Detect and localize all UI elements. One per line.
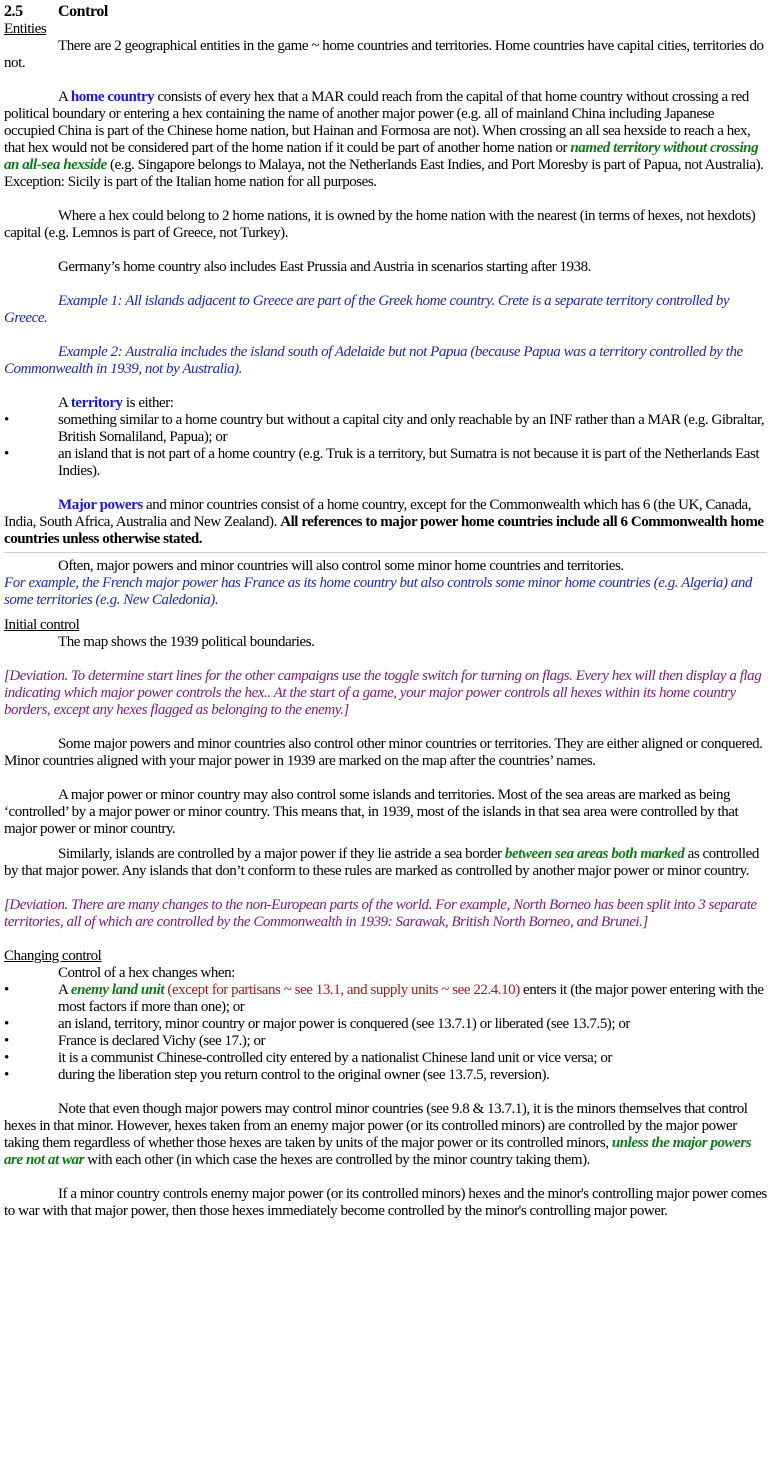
named-territory-emphasis: named territory without crossing an all-sea hexside [4, 140, 759, 173]
list-item: • something similar to a home country but without a capital city and only reachable by an INF rather than a MAR (e.g. Gibraltar, British Somaliland, Papua); or [4, 412, 765, 445]
deviation-2: [Deviation. There are many changes to the non-European parts of the world. For example, North Borneo has been split into 3 separate territories, all of which are controlled by the Commonwealth in 1939: Sarawak, British North Borneo, and Brunei.] [4, 897, 757, 930]
list-item: • during the liberation step you return control to the original owner (see 13.7.5, reversion). [4, 1067, 550, 1083]
major-powers-keyword: Major powers [58, 497, 143, 513]
section-heading [4, 3, 767, 21]
section-title: Control [58, 3, 108, 20]
home-country-keyword: home country [70, 89, 155, 105]
home-country-paragraph: A home country consists of every hex that a MAR could reach from the capital of that home country without crossing a red political boundary or entering a hex containing the name of another major power (e.g. all of mainland China including Japanese occupied China is part of the Chinese home nation, but Hainan and Formosa are not). When crossing an all sea hexside to reach a hex, that hex would not be considered part of the home nation if it could be part of another home nation or named territory without crossing an all-sea hexside (e.g. Singapore belongs to Malaya, not the Netherlands East Indies, and Port Moresby is part of Papua, not Australia). Exception: Sicily is part of the Italian home nation for all purposes. [4, 89, 764, 190]
territory-intro: A territory is either: [58, 395, 174, 411]
war-transfer-paragraph: If a minor country controls enemy major power (or its controlled minors) hexes and the minor's controlling major power comes to war with that major power, then those hexes immediately become controlled by the minor's controlling major power. [4, 1186, 767, 1219]
often-paragraph: Often, major powers and minor countries will also control some minor home countries and territories. [58, 558, 624, 574]
germany-paragraph: Germany’s home country also includes East Prussia and Austria in scenarios starting after 1938. [58, 259, 591, 275]
changing-intro: Control of a hex changes when: [58, 965, 235, 981]
list-item: • France is declared Vichy (see 17.); or [4, 1033, 266, 1049]
sea-border-paragraph: Similarly, islands are controlled by a major power if they lie astride a sea border between sea areas both marked as controlled by that major power. Any islands that don’t conform to these rules are marked as controlled by another major power or minor country. [4, 846, 759, 879]
not-at-war-emphasis: unless the major powers are not at war [4, 1135, 752, 1168]
enemy-land-unit-emphasis: enemy land unit [70, 982, 165, 998]
deviation-1: [Deviation. To determine start lines for the other campaigns use the toggle switch for turning on flags. Every hex will then display a flag indicating which major power controls the hex.. At the start of a game, your major power controls all hexes within its home country borders, except any hexes flagged as belonging to the enemy.] [4, 668, 762, 718]
example-2: Example 2: Australia includes the island south of Adelaide but not Papua (because Papua was a territory controlled by the Commonwealth in 1939, not by Australia). [4, 344, 743, 377]
entities-heading: Entities [4, 21, 47, 37]
partisans-note: (except for partisans ~ see 13.1, and supply units ~ see 22.4.10) [164, 982, 520, 998]
islands-paragraph: A major power or minor country may also control some islands and territories. Most of the sea areas are marked as being ‘controlled’ by a major power or minor country. This means that, in 1939, most of the islands in that sea area were controlled by that major power or minor country. [4, 787, 739, 837]
major-powers-paragraph: Major powers and minor countries consist of a home country, except for the Commonwealth which has 6 (the UK, Canada, India, South Africa, Australia and New Zealand). All references to major power home countries include all 6 Commonwealth home countries unless otherwise stated. [4, 497, 764, 547]
section-number: 2.5 [4, 3, 23, 20]
map-boundaries-paragraph: The map shows the 1939 political boundaries. [58, 634, 315, 650]
commonwealth-note: All references to major power home countries include all 6 Commonwealth home countries unless otherwise stated. [4, 514, 764, 547]
list-item: • it is a communist Chinese-controlled city entered by a nationalist Chinese land unit or vice versa; or [4, 1050, 612, 1066]
divider [4, 552, 767, 553]
territory-keyword: territory [70, 395, 123, 411]
initial-control-heading: Initial control [4, 617, 80, 633]
list-item: • an island, territory, minor country or major power is conquered (see 13.7.1) or liberated (see 13.7.5); or [4, 1016, 630, 1032]
sea-areas-emphasis: between sea areas both marked [504, 846, 685, 862]
list-item: • A enemy land unit (except for partisans ~ see 13.1, and supply units ~ see 22.4.10) enters it (the major power entering with the most factors if more than one); or [4, 982, 764, 1015]
example-1: Example 1: All islands adjacent to Greece are part of the Greek home country. Crete is a separate territory controlled by Greece. [4, 293, 730, 326]
entities-paragraph-1: There are 2 geographical entities in the game ~ home countries and territories. Home countries have capital cities, territories do not. [4, 38, 764, 71]
list-item: • an island that is not part of a home country (e.g. Truk is a territory, but Sumatra is not because it is part of the Netherlands East Indies). [4, 446, 760, 479]
changing-control-heading: Changing control [4, 948, 102, 964]
two-home-nations-paragraph: Where a hex could belong to 2 home nations, it is owned by the home nation with the nearest (in terms of hexes, not hexdots) capital (e.g. Lemnos is part of Greece, not Turkey). [4, 208, 756, 241]
changing-list [4, 982, 767, 1084]
minor-control-paragraph: Note that even though major powers may control minor countries (see 9.8 & 13.7.1), it is the minors themselves that control hexes in that minor. However, hexes taken from an enemy major power (or its controlled minors) are controlled by the major power taking them regardless of whether those hexes are taken by units of the major power or its controlled minors, unless the major powers are not at war with each other (in which case the hexes are controlled by the minor country taking them). [4, 1101, 752, 1168]
territory-list [4, 412, 767, 480]
aligned-paragraph: Some major powers and minor countries also control other minor countries or territories. They are either aligned or conquered. Minor countries aligned with your major power in 1939 are marked on the map after the countries’ names. [4, 736, 763, 769]
french-example: For example, the French major power has France as its home country but also controls some minor home countries (e.g. Algeria) and some territories (e.g. New Caledonia). [4, 575, 752, 608]
